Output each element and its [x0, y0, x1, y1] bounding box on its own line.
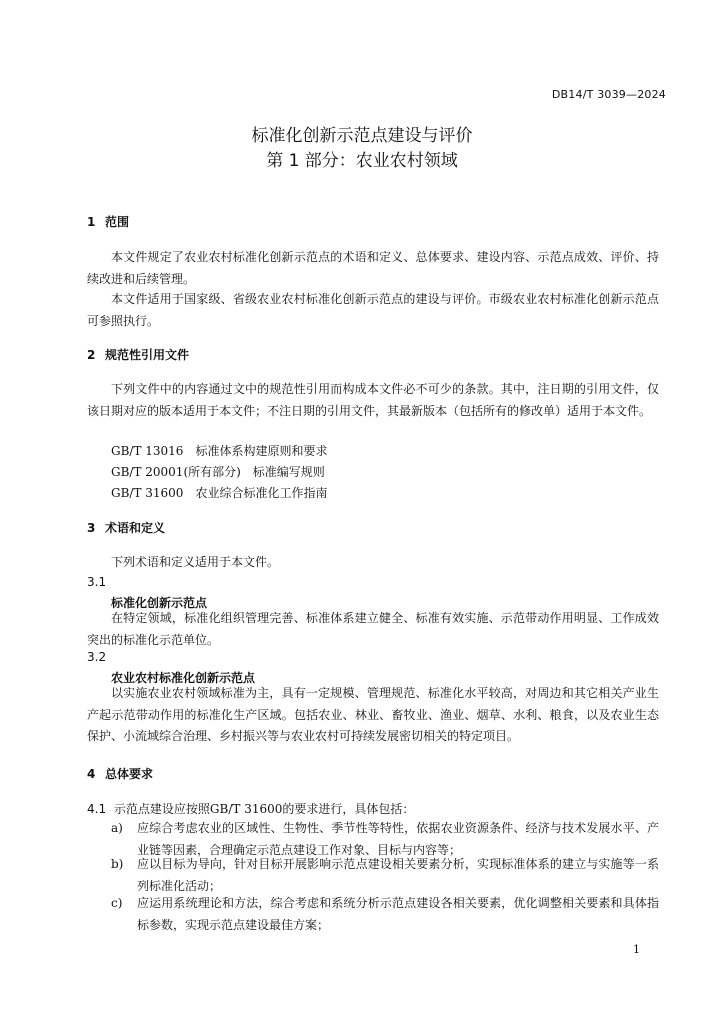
clause-text: 示范点建设应按照GB/T 31600的要求进行，具体包括： [113, 802, 415, 816]
clause-number: 4.1 [87, 802, 107, 816]
reference-item: GB/T 13016 标准体系构建原则和要求 [111, 444, 328, 458]
reference-item: GB/T 31600 农业综合标准化工作指南 [111, 486, 328, 500]
reference-item: GB/T 20001(所有部分) 标准编写规则 [111, 465, 325, 479]
list-text: 应综合考虑农业的区域性、生物性、季节性等特性，依据农业资源条件、经济与技术发展水平、产业链等因素，合理确定示范点建设工作对象、目标与内容等； [137, 821, 659, 857]
section-heading-terms [87, 519, 165, 536]
document-subtitle: 第 1 部分：农业农村领域 [266, 151, 458, 171]
term-name: 标准化创新示范点 [111, 596, 208, 610]
section-number: 4 [87, 767, 96, 781]
term-number: 3.2 [87, 650, 107, 664]
term-number: 3.1 [87, 575, 107, 589]
page-number: 1 [633, 943, 640, 956]
scope-paragraph-2: 本文件适用于国家级、省级农业农村标准化创新示范点的建设与评价。市级农业农村标准化创新示范点可参照执行。 [87, 292, 659, 328]
section-number: 1 [87, 215, 96, 229]
section-title: 术语和定义 [105, 521, 166, 535]
section-heading-references [87, 346, 189, 363]
term-definition: 以实施农业农村领域标准为主，具有一定规模、管理规范、标准化水平较高，对周边和其它相关产业生产起示范带动作用的标准化生产区域。包括农业、林业、畜牧业、渔业、烟草、水利、粮食，以及农业生态保护、小流域综合治理、乡村振兴等与农业农村可持续发展密切相关的特定项目。 [87, 686, 659, 743]
section-number: 3 [87, 521, 96, 535]
list-label: c) [111, 896, 123, 910]
list-text: 应运用系统理论和方法，综合考虑和系统分析示范点建设各相关要素，优化调整相关要素和具体指标参数，实现示范点建设最佳方案； [137, 896, 659, 932]
term-definition: 在特定领域，标准化组织管理完善、标准体系建立健全、标准有效实施、示范带动作用明显、工作成效突出的标准化示范单位。 [87, 611, 659, 647]
list-item [87, 893, 659, 936]
section-heading-scope [87, 213, 129, 230]
list-text: 应以目标为导向，针对目标开展影响示范点建设相关要素分析，实现标准体系的建立与实施等一系列标准化活动； [137, 857, 659, 893]
section-title: 总体要求 [105, 767, 154, 781]
terms-intro: 下列术语和定义适用于本文件。 [111, 555, 280, 569]
list-item [87, 854, 659, 897]
list-label: b) [111, 857, 124, 871]
references-intro: 下列文件中的内容通过文中的规范性引用而构成本文件必不可少的条款。其中，注日期的引用文件，仅该日期对应的版本适用于本文件；不注日期的引用文件，其最新版本（包括所有的修改单）适用于本文件。 [87, 382, 659, 418]
section-heading-general-requirements [87, 765, 153, 782]
clause-4-1 [87, 800, 414, 817]
list-label: a) [111, 821, 123, 835]
document-title: 标准化创新示范点建设与评价 [251, 126, 473, 146]
section-title: 规范性引用文件 [105, 348, 190, 362]
term-name: 农业农村标准化创新示范点 [111, 671, 256, 685]
section-number: 2 [87, 348, 96, 362]
section-title: 范围 [105, 215, 130, 229]
scope-paragraph-1: 本文件规定了农业农村标准化创新示范点的术语和定义、总体要求、建设内容、示范点成效、评价、持续改进和后续管理。 [87, 250, 659, 286]
document-code: DB14/T 3039—2024 [551, 88, 666, 101]
